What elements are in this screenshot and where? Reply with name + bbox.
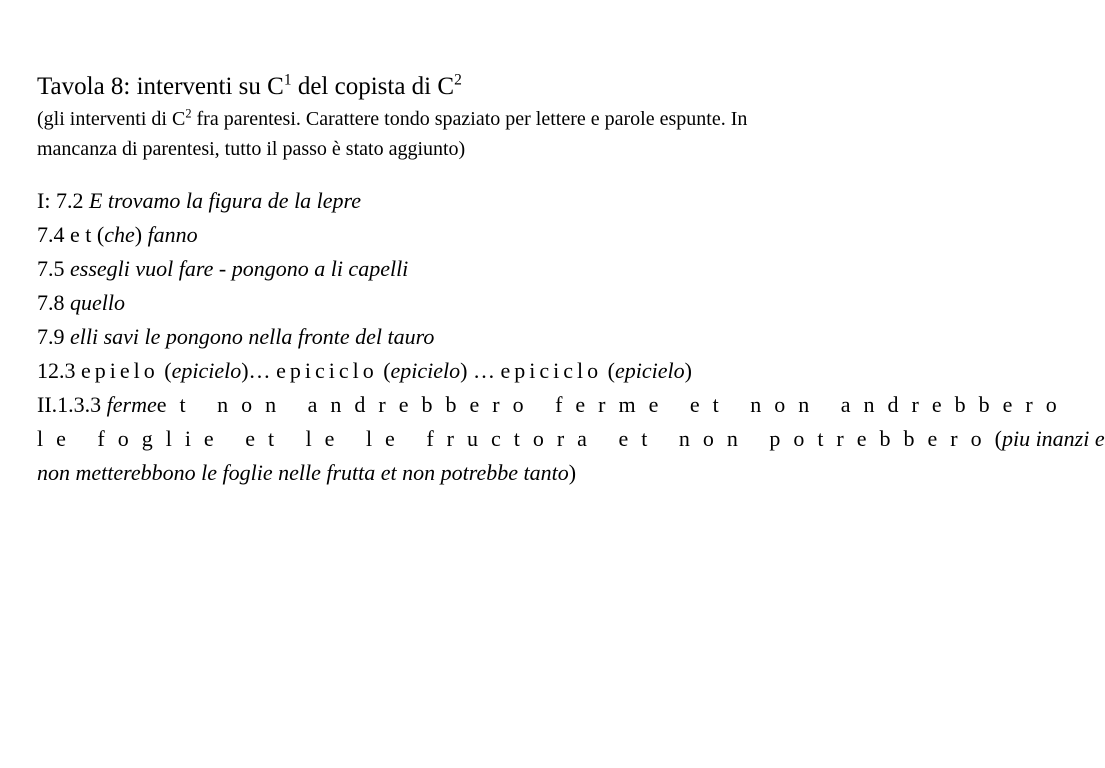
entry-ref: II.1.3.3 bbox=[37, 392, 107, 417]
entry-correction: epicielo bbox=[171, 358, 242, 383]
entry-paren: )… bbox=[241, 358, 277, 383]
expunged-passage: et non andrebbero ferme et non andrebbero bbox=[156, 392, 1070, 417]
entry-7-8 bbox=[37, 286, 987, 320]
entry-text: essegli vuol fare - pongono a li capelli bbox=[70, 256, 409, 281]
entry-correction: piu inanzi e bbox=[1001, 426, 1105, 451]
entry-paren: ) bbox=[684, 358, 692, 383]
entry-ii-1-3-3-line1 bbox=[37, 388, 1070, 422]
entry-text: elli savi le pongono nella fronte del tauro bbox=[70, 324, 435, 349]
entries-list bbox=[37, 184, 1105, 490]
entry-ref: I: 7.2 bbox=[37, 188, 89, 213]
entry-7-9 bbox=[37, 320, 987, 354]
entry-ii-1-3-3-line2 bbox=[37, 422, 1105, 456]
note-prefix: (gli interventi di C bbox=[37, 108, 186, 130]
entry-paren: ( bbox=[377, 358, 391, 383]
entry-7-5 bbox=[37, 252, 987, 286]
entry-paren: ) bbox=[134, 222, 148, 247]
title-prefix: Tavola 8: interventi su C bbox=[37, 73, 284, 100]
entry-ref: 7.5 bbox=[37, 256, 70, 281]
expunged-passage: le foglie et le le fructora et non potrebbero bbox=[37, 426, 995, 451]
entry-correction: ferme bbox=[106, 392, 157, 417]
title-superscript-2: 2 bbox=[454, 71, 462, 89]
entry-ref: 7.8 bbox=[37, 290, 70, 315]
expunged-word: epiciclo bbox=[500, 358, 603, 383]
entry-correction: non metterebbono le foglie nelle frutta et non potrebbe tanto bbox=[37, 460, 569, 485]
entry-paren: ) … bbox=[460, 358, 501, 383]
entry-correction: epicielo bbox=[614, 358, 685, 383]
slide bbox=[37, 70, 1105, 490]
slide-title bbox=[37, 70, 987, 104]
entry-ref: 7.9 bbox=[37, 324, 70, 349]
entry-ii-1-3-3-line3 bbox=[37, 456, 987, 490]
entry-text: quello bbox=[70, 290, 125, 315]
entry-7-2 bbox=[37, 184, 987, 218]
entry-text: E trovamo la figura de la lepre bbox=[88, 188, 362, 213]
expunged-word: epielo bbox=[81, 358, 159, 383]
entry-paren: ( bbox=[602, 358, 615, 383]
entry-paren: ) bbox=[568, 460, 577, 485]
entry-paren: ( bbox=[158, 358, 172, 383]
entry-correction: che bbox=[104, 222, 135, 247]
note-superscript: 2 bbox=[185, 106, 192, 121]
note-line1-rest: fra parentesi. Carattere tondo spaziato per lettere e parole espunte. In bbox=[191, 108, 748, 130]
title-superscript-1: 1 bbox=[283, 71, 292, 89]
explanatory-note bbox=[37, 104, 987, 164]
entry-text: fanno bbox=[147, 222, 198, 247]
entry-ref: 12.3 bbox=[37, 358, 81, 383]
expunged-word: epiciclo bbox=[276, 358, 378, 383]
note-line2: mancanza di parentesi, tutto il passo è stato aggiunto) bbox=[37, 138, 466, 160]
entry-7-4 bbox=[37, 218, 987, 252]
entry-ref: 7.4 e t ( bbox=[37, 222, 105, 247]
entry-12-3 bbox=[37, 354, 987, 388]
entry-paren: ( bbox=[994, 426, 1002, 451]
title-middle: del copista di C bbox=[291, 73, 455, 100]
entry-correction: epicielo bbox=[390, 358, 461, 383]
